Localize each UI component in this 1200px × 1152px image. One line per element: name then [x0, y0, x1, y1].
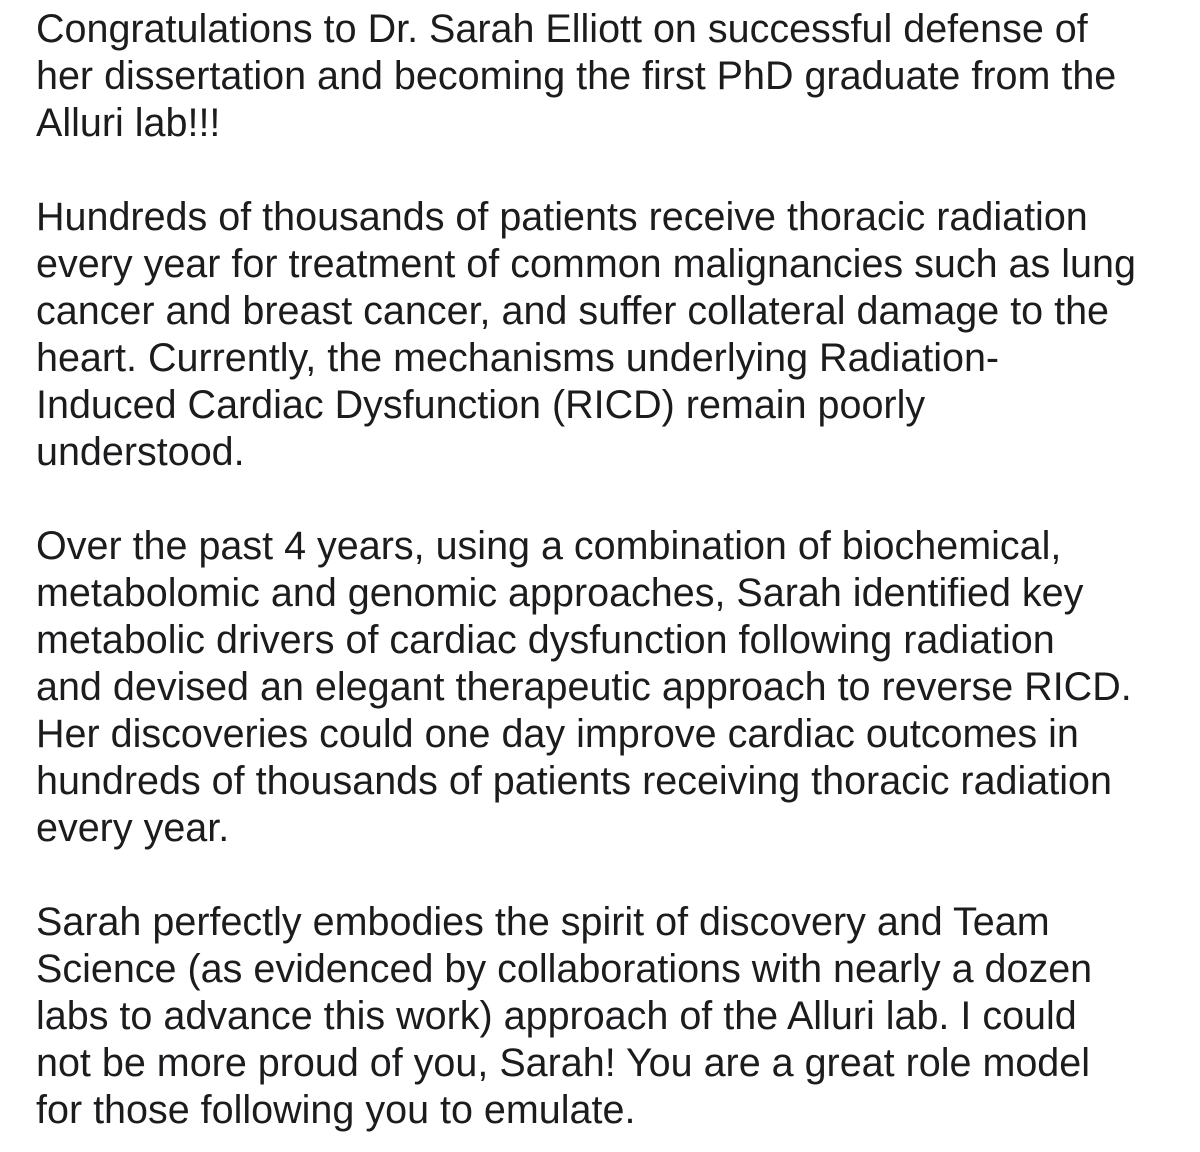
- text-line: Sarah perfectly embodies the spirit of discovery and Team: [36, 900, 1050, 944]
- paragraph-research: [36, 523, 1186, 852]
- text-line: Her discoveries could one day improve cardiac outcomes in: [36, 712, 1079, 756]
- text-line: for those following you to emulate.: [36, 1088, 636, 1132]
- text-line: hundreds of thousands of patients receiving thoracic radiation: [36, 759, 1112, 803]
- text-line: Over the past 4 years, using a combination of biochemical,: [36, 524, 1062, 568]
- post-body: [36, 6, 1186, 1134]
- text-line: cancer and breast cancer, and suffer collateral damage to the: [36, 289, 1110, 333]
- text-line: Science (as evidenced by collaborations with nearly a dozen: [36, 947, 1093, 991]
- text-line: not be more proud of you, Sarah! You are a great role model: [36, 1041, 1091, 1085]
- text-line: metabolic drivers of cardiac dysfunction following radiation: [36, 618, 1055, 662]
- paragraph-background: [36, 194, 1186, 476]
- text-line: and devised an elegant therapeutic approach to reverse RICD.: [36, 665, 1132, 709]
- text-line: Alluri lab!!!: [36, 101, 221, 145]
- text-line: Hundreds of thousands of patients receive thoracic radiation: [36, 195, 1088, 239]
- paragraph-spacer: [36, 147, 1186, 194]
- paragraph-congratulations: [36, 6, 1186, 147]
- paragraph-closing: [36, 899, 1186, 1134]
- text-line: Congratulations to Dr. Sarah Elliott on successful defense of: [36, 7, 1088, 51]
- text-line: every year for treatment of common malignancies such as lung: [36, 242, 1136, 286]
- text-line: heart. Currently, the mechanisms underlying Radiation-: [36, 336, 1000, 380]
- text-line: Induced Cardiac Dysfunction (RICD) remain poorly: [36, 383, 926, 427]
- paragraph-spacer: [36, 852, 1186, 899]
- paragraph-spacer: [36, 476, 1186, 523]
- text-line: her dissertation and becoming the first PhD graduate from the: [36, 54, 1117, 98]
- text-line: every year.: [36, 806, 230, 850]
- text-line: labs to advance this work) approach of the Alluri lab. I could: [36, 994, 1077, 1038]
- text-line: understood.: [36, 430, 245, 474]
- text-line: metabolomic and genomic approaches, Sarah identified key: [36, 571, 1084, 615]
